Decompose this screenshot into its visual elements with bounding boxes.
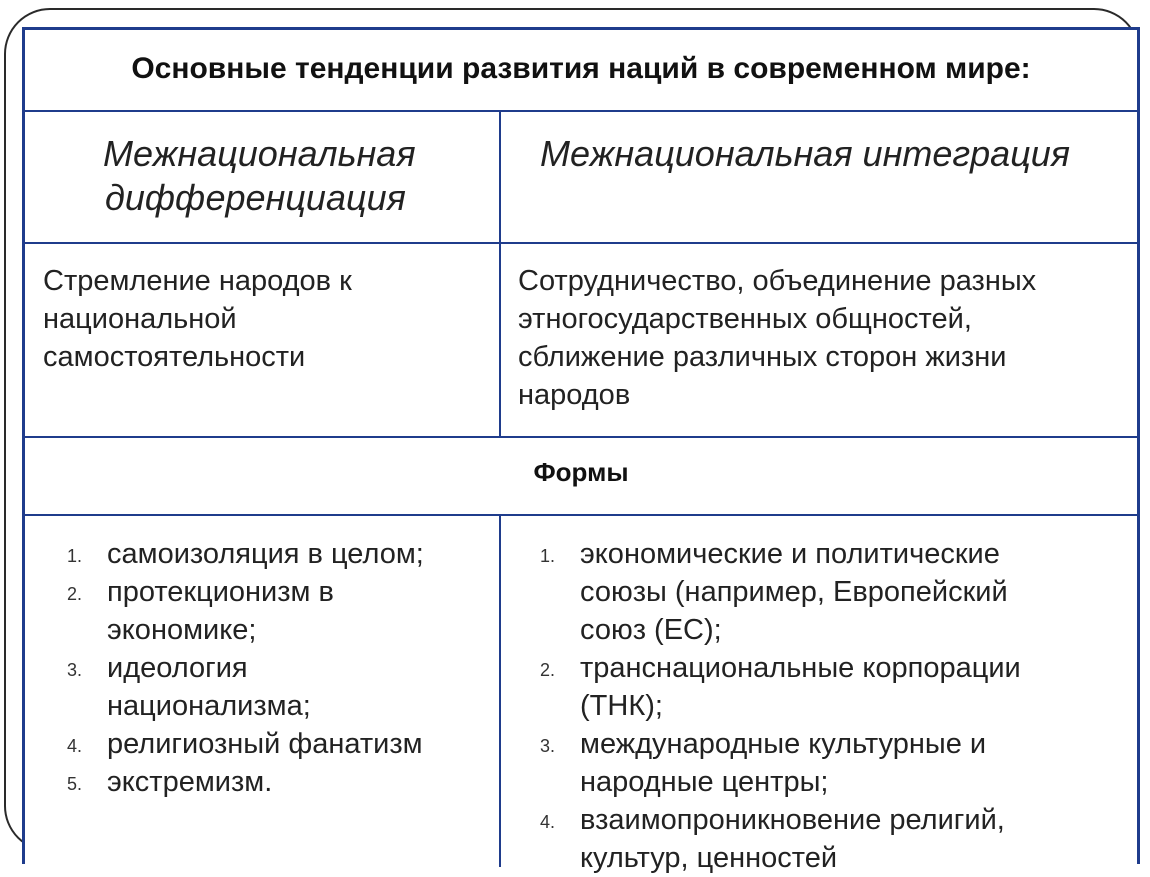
list-item-line: союзы (например, Европейский bbox=[580, 576, 1008, 608]
right-description-line: народов bbox=[518, 379, 631, 411]
list-number: 2. bbox=[67, 584, 83, 604]
list-item-line: самоизоляция в целом; bbox=[107, 538, 424, 570]
list-item bbox=[540, 535, 1021, 649]
column-divider bbox=[499, 110, 501, 436]
list-item-line: народные центры; bbox=[580, 766, 829, 798]
list-item bbox=[67, 725, 424, 763]
left-heading bbox=[103, 132, 416, 220]
forms-heading: Формы bbox=[533, 457, 629, 487]
list-item bbox=[67, 649, 424, 725]
right-heading bbox=[540, 132, 1070, 176]
list-number: 2. bbox=[540, 660, 556, 680]
list-item-line: (ТНК); bbox=[580, 690, 663, 722]
list-item-line: союз (ЕС); bbox=[580, 614, 722, 646]
right-description-line: Сотрудничество, объединение разных bbox=[518, 265, 1037, 297]
list-item-line: культур, ценностей bbox=[580, 842, 838, 874]
list-item bbox=[67, 573, 424, 649]
divider bbox=[25, 436, 1137, 438]
list-number: 3. bbox=[67, 660, 83, 680]
right-description-line: сближение различных сторон жизни bbox=[518, 341, 1007, 373]
list-item-line: экстремизм. bbox=[107, 766, 273, 798]
column-divider bbox=[499, 514, 501, 867]
list-item-line: протекционизм в bbox=[107, 576, 334, 608]
divider bbox=[25, 110, 1137, 112]
left-description bbox=[43, 262, 352, 376]
list-item-line: религиозный фанатизм bbox=[107, 728, 423, 760]
list-item bbox=[540, 649, 1021, 725]
list-item bbox=[540, 801, 1021, 877]
comparison-table bbox=[22, 27, 1140, 874]
left-description-line: самостоятельности bbox=[43, 341, 306, 373]
list-item-line: международные культурные и bbox=[580, 728, 987, 760]
list-number: 3. bbox=[540, 736, 556, 756]
right-forms-list bbox=[540, 535, 1021, 877]
list-item-line: идеология bbox=[107, 652, 248, 684]
list-number: 4. bbox=[67, 736, 83, 756]
list-number: 5. bbox=[67, 774, 83, 794]
list-item bbox=[67, 535, 424, 573]
left-forms-list bbox=[67, 535, 424, 801]
list-item-line: экономике; bbox=[107, 614, 257, 646]
table-title: Основные тенденции развития наций в современном мире: bbox=[131, 52, 1031, 85]
left-description-line: Стремление народов к bbox=[43, 265, 352, 297]
list-number: 1. bbox=[67, 546, 83, 566]
list-item bbox=[67, 763, 424, 801]
left-description-line: национальной bbox=[43, 303, 237, 335]
right-description-line: этногосударственных общностей, bbox=[518, 303, 972, 335]
left-heading-line: Межнациональная bbox=[103, 133, 416, 174]
list-item bbox=[540, 725, 1021, 801]
divider bbox=[25, 514, 1137, 516]
list-number: 1. bbox=[540, 546, 556, 566]
divider bbox=[25, 242, 1137, 244]
right-heading-line: Межнациональная интеграция bbox=[540, 133, 1071, 174]
right-description bbox=[518, 262, 1036, 414]
list-item-line: взаимопроникновение религий, bbox=[580, 804, 1005, 836]
list-number: 4. bbox=[540, 812, 556, 832]
left-heading-line: дифференциация bbox=[105, 177, 406, 218]
list-item-line: транснациональные корпорации bbox=[580, 652, 1021, 684]
list-item-line: экономические и политические bbox=[580, 538, 1000, 570]
list-item-line: национализма; bbox=[107, 690, 311, 722]
